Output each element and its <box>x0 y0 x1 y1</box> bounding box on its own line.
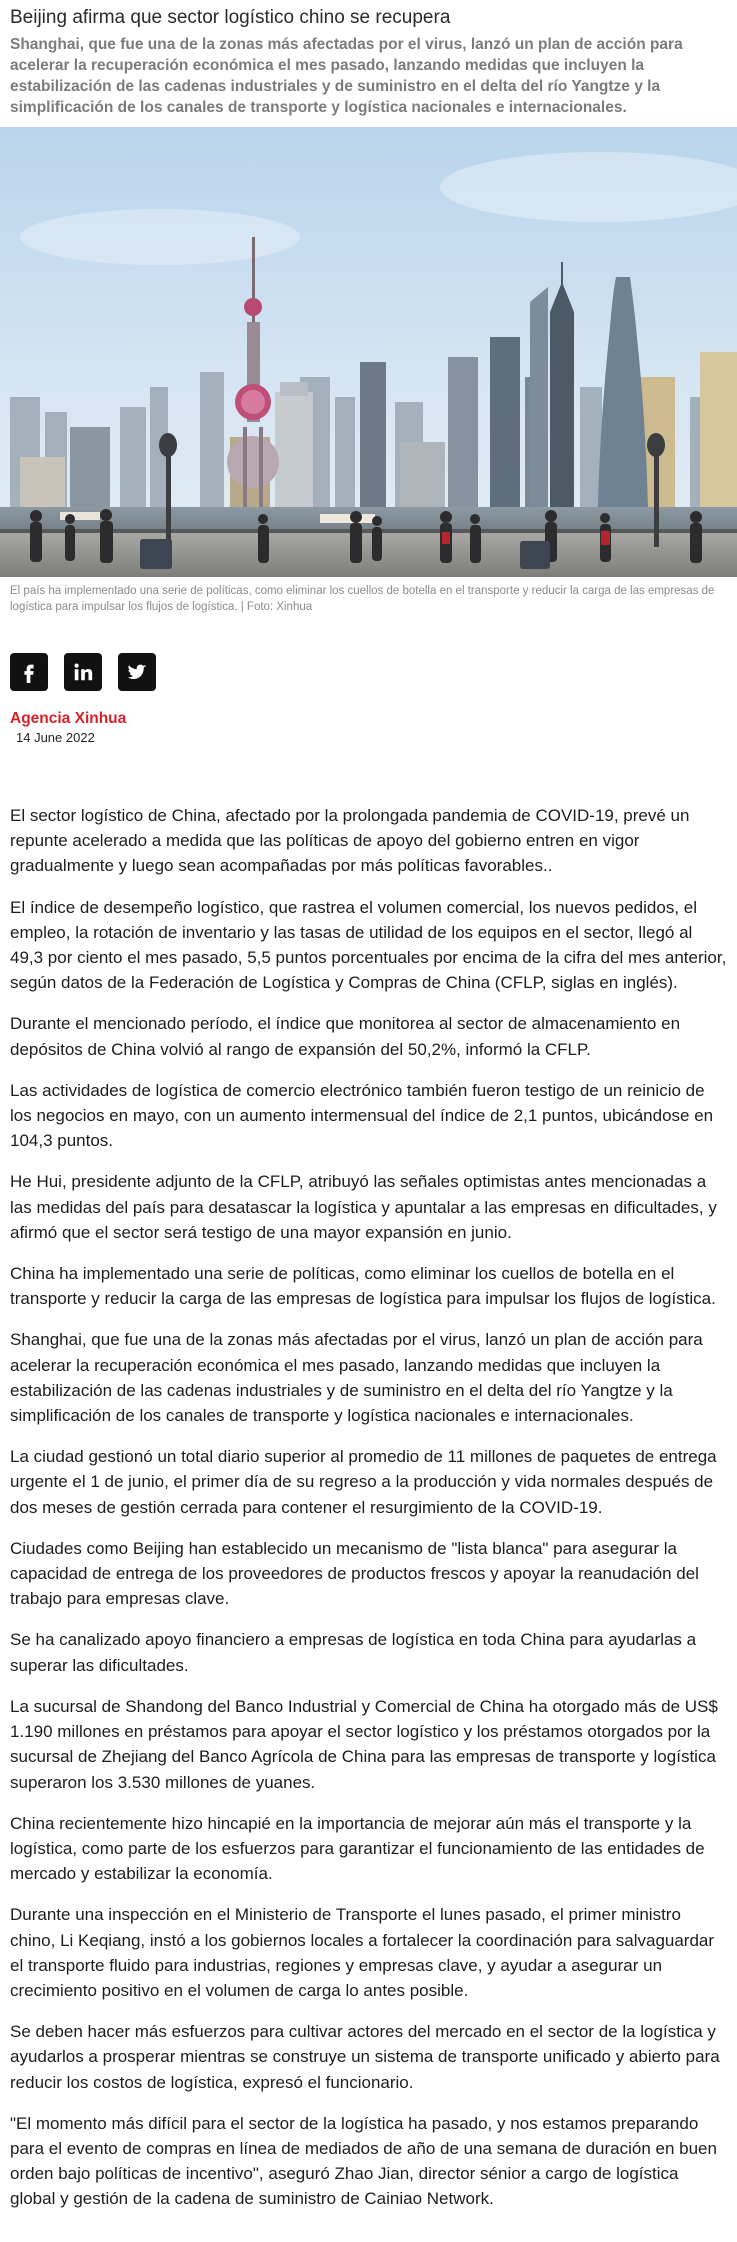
paragraph: Se ha canalizado apoyo financiero a empresas de logística en toda China para ayudarlas a superar las dificultades. <box>10 1630 697 1675</box>
publish-date: 14 June 2022 <box>16 730 95 745</box>
paragraph: He Hui, presidente adjunto de la CFLP, atribuyó las señales optimistas antes mencionadas a las medidas del país para desatascar la logística y apuntalar a las empresas en dificultades, y afirmó que el sector será testigo de una mayor expansión en junio. <box>10 1172 717 1242</box>
byline <box>0 691 737 746</box>
linkedin-icon <box>72 661 94 683</box>
article-deck: Shanghai, que fue una de la zonas más afectadas por el virus, lanzó un plan de acción para acelerar la recuperación económica el mes pasado, lanzando medidas que incluyen la estabilización de las cadenas industriales y de suministro en el delta del río Yangtze y la simplificación de los canales de transporte y logística nacionales e internacionales. <box>10 36 683 116</box>
paragraph: Las actividades de logística de comercio electrónico también fueron testigo de un reinicio de los negocios en mayo, con un aumento intermensual del índice de 2,1 puntos, ubicándose en 104,3 puntos. <box>10 1080 714 1151</box>
paragraph: China ha implementado una serie de políticas, como eliminar los cuellos de botella en el transporte y reducir la carga de las empresas de logística para impulsar los flujos de logística. <box>10 1264 716 1309</box>
linkedin-share-button[interactable] <box>64 653 102 691</box>
facebook-icon <box>18 661 40 683</box>
paragraph: "El momento más difícil para el sector de la logística ha pasado, y nos estamos preparando para el evento de compras en línea de mediados de año de una semana de duración en buen orden bajo políticas de incentivo", aseguró Zhao Jian, director sénior a cargo de logística global y gestión de la cadena de suministro de Cainiao Network. <box>10 2113 717 2209</box>
paragraph: El sector logístico de China, afectado por la prolongada pandemia de COVID-19, prevé un repunte acelerado a medida que las políticas de apoyo del gobierno entren en vigor gradualmente y luego sean acompañadas por más políticas favorables.. <box>10 806 690 876</box>
paragraph: Durante el mencionado período, el índice que monitorea al sector de almacenamiento en depósitos de China volvió al rango de expansión del 50,2%, informó la CFLP. <box>10 1014 681 1059</box>
paragraph: La ciudad gestionó un total diario superior al promedio de 11 millones de paquetes de entrega urgente el 1 de junio, el primer día de su regreso a la producción y vida normales después de dos meses de gestión cerrada para contener el resurgimiento de la COVID-19. <box>10 1447 717 1517</box>
paragraph: El índice de desempeño logístico, que rastrea el volumen comercial, los nuevos pedidos, el empleo, la rotación de inventario y las tasas de utilidad de los equipos en el sector, llegó al 49,3 por ciento el mes pasado, 5,5 puntos porcentuales por encima de la cifra del mes anterior, según datos de la Federación de Logística y Compras de China (CFLP, siglas en inglés). <box>10 897 727 993</box>
paragraph: Ciudades como Beijing han establecido un mecanismo de "lista blanca" para asegurar la capacidad de entrega de los proveedores de productos frescos y apoyar la reanudación del trabajo para empresas clave. <box>10 1538 699 1609</box>
image-caption: El país ha implementado una serie de políticas, como eliminar los cuellos de botella en el transporte y reducir la carga de las empresas de logística para impulsar los flujos de logística. | Foto: Xinhua <box>10 585 715 613</box>
paragraph: Shanghai, que fue una de la zonas más afectadas por el virus, lanzó un plan de acción para acelerar la recuperación económica el mes pasado, lanzando medidas que incluyen la estabilización de las cadenas industriales y de suministro en el delta del río Yangtze y la simplificación de los canales de transporte y logística nacionales e internacionales. <box>10 1330 703 1426</box>
hero-image <box>0 127 737 577</box>
shanghai-skyline-photo <box>0 127 737 577</box>
twitter-icon <box>126 661 148 683</box>
paragraph: China recientemente hizo hincapié en la importancia de mejorar aún más el transporte y la logística, como parte de los esfuerzos para garantizar el funcionamiento de las entidades de mercado y estabilizar la economía. <box>10 1813 705 1884</box>
facebook-share-button[interactable] <box>10 653 48 691</box>
article-body <box>0 746 737 2212</box>
twitter-share-button[interactable] <box>118 653 156 691</box>
paragraph: La sucursal de Shandong del Banco Industrial y Comercial de China ha otorgado más de US$ 1.190 millones en préstamos para apoyar el sector logístico y los préstamos otorgados por la sucursal de Zhejiang del Banco Agrícola de China para las empresas de transporte y logística superaron los 3.530 millones de yuanes. <box>10 1696 718 1792</box>
paragraph: Se deben hacer más esfuerzos para cultivar actores del mercado en el sector de la logística y ayudarlos a prosperar mientras se construye un sistema de transporte unificado y abierto para reducir los costos de logística, expresó el funcionario. <box>10 2022 720 2092</box>
article-headline: Beijing afirma que sector logístico chino se recupera <box>10 7 451 28</box>
paragraph: Durante una inspección en el Ministerio de Transporte el lunes pasado, el primer ministro chino, Li Keqiang, instó a los gobiernos locales a fortalecer la coordinación para salvaguardar el transporte fluido para industrias, regiones y empresas clave, y ayudar a asegurar un crecimiento positivo en el volumen de carga lo antes posible. <box>10 1905 715 2000</box>
author-link[interactable]: Agencia Xinhua <box>10 710 127 727</box>
social-share-bar <box>0 615 737 691</box>
